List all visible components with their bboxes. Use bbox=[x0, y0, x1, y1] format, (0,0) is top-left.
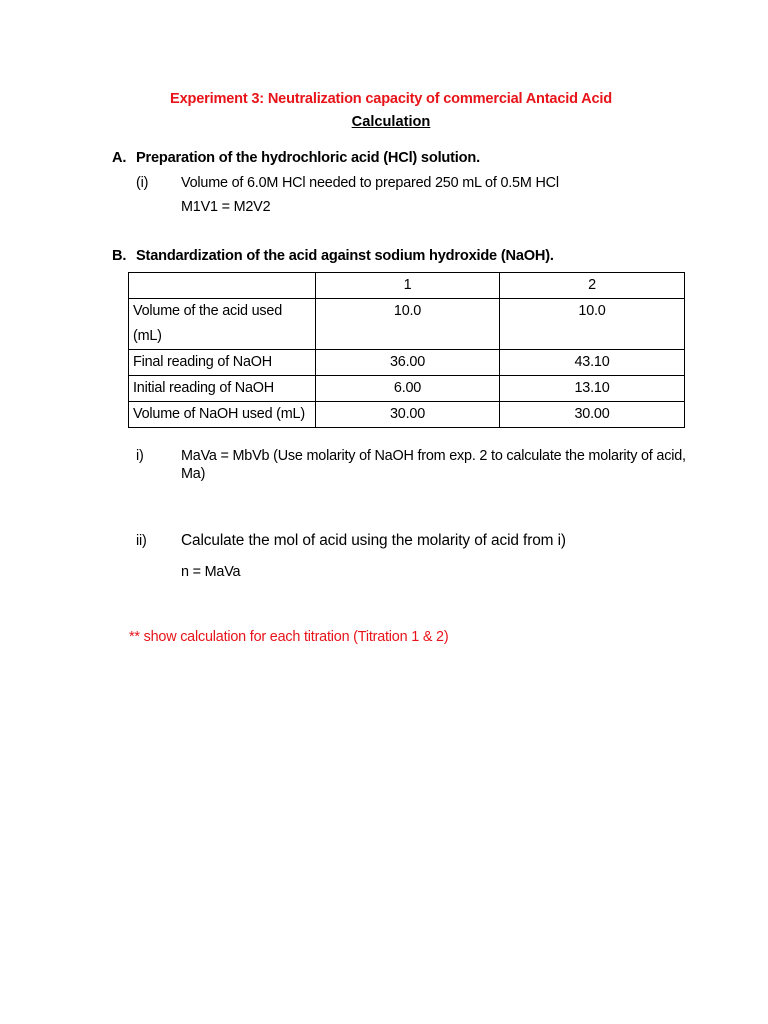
table-header-row bbox=[129, 273, 685, 299]
document-subtitle: Calculation bbox=[351, 114, 431, 130]
table-header-cell bbox=[129, 273, 316, 299]
table-row-label: Volume of NaOH used (mL) bbox=[129, 402, 316, 428]
section-b-item2-marker: ii) bbox=[136, 533, 147, 549]
section-b-heading: Standardization of the acid against sodium hydroxide (NaOH). bbox=[136, 248, 554, 264]
table-row-label-line: Volume of the acid used bbox=[133, 303, 283, 319]
document-title: Experiment 3: Neutralization capacity of commercial Antacid Acid bbox=[170, 91, 612, 107]
table-row bbox=[129, 350, 685, 376]
titration-table bbox=[128, 272, 685, 428]
table-header-cell: 2 bbox=[500, 273, 685, 299]
table-cell: 43.10 bbox=[500, 350, 685, 376]
titration-note: ** show calculation for each titration (Titration 1 & 2) bbox=[129, 629, 449, 645]
section-b-item1-line2: Ma) bbox=[181, 466, 206, 482]
section-b-item2-formula: n = MaVa bbox=[181, 564, 241, 580]
section-a-item-marker: (i) bbox=[136, 175, 149, 191]
table-row-label: Initial reading of NaOH bbox=[129, 376, 316, 402]
section-b-item1-marker: i) bbox=[136, 448, 144, 464]
table-row bbox=[129, 376, 685, 402]
table-cell: 30.00 bbox=[500, 402, 685, 428]
section-a-heading: Preparation of the hydrochloric acid (HCl) solution. bbox=[136, 150, 480, 166]
table-cell: 10.0 bbox=[500, 299, 685, 350]
table-row-label: Final reading of NaOH bbox=[129, 350, 316, 376]
table-cell: 13.10 bbox=[500, 376, 685, 402]
table-row bbox=[129, 299, 685, 350]
table-cell: 10.0 bbox=[316, 299, 500, 350]
table-cell: 30.00 bbox=[316, 402, 500, 428]
section-b-item1-line1: MaVa = MbVb (Use molarity of NaOH from exp. 2 to calculate the molarity of acid, bbox=[181, 448, 686, 464]
table-row-label bbox=[129, 299, 316, 350]
section-a-marker: A. bbox=[112, 150, 127, 166]
table-cell: 36.00 bbox=[316, 350, 500, 376]
section-b-marker: B. bbox=[112, 248, 127, 264]
section-b-item2-text: Calculate the mol of acid using the molarity of acid from i) bbox=[181, 532, 566, 549]
table-row-label-line: (mL) bbox=[133, 328, 162, 344]
section-a-formula: M1V1 = M2V2 bbox=[181, 199, 271, 215]
section-a-item-text: Volume of 6.0M HCl needed to prepared 250 mL of 0.5M HCl bbox=[181, 175, 559, 191]
table-cell: 6.00 bbox=[316, 376, 500, 402]
table-row bbox=[129, 402, 685, 428]
table-header-cell: 1 bbox=[316, 273, 500, 299]
